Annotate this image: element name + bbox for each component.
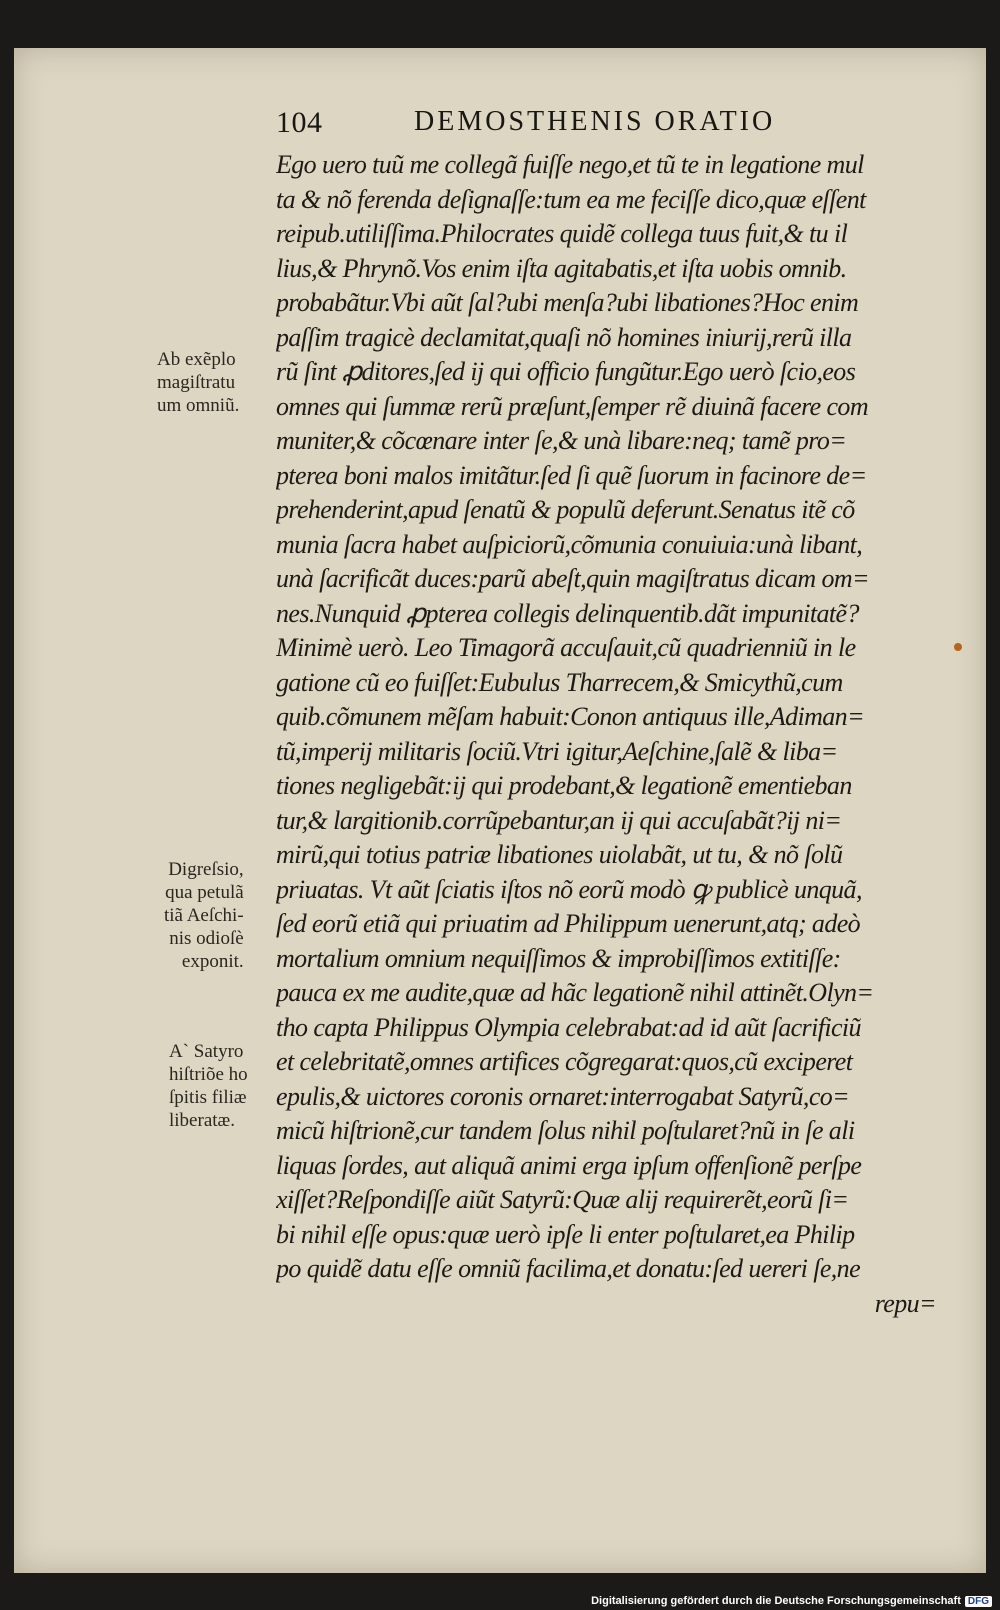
- text-line: Minimè uerò. Leo Timagorã accuſauit,cũ quadrienniũ in le: [276, 633, 856, 662]
- text-line: xiſſet?Reſpondiſſe aiũt Satyrũ:Quæ alij requirerẽt,eorũ ſi=: [276, 1185, 849, 1214]
- footer-text: Digitalisierung gefördert durch die Deutsche Forschungsgemeinschaft: [591, 1595, 961, 1607]
- margin-note-line: qua petulã: [165, 882, 244, 903]
- body-text: [276, 148, 936, 1321]
- text-line: mortalium omnium nequiſſimos & improbiſſimos extitiſſe:: [276, 943, 841, 973]
- ink-dot-mark: [954, 643, 962, 651]
- text-line: omnes qui ſummæ rerũ præſunt,ſemper rẽ diuinã facere com: [276, 391, 869, 421]
- book-page: [14, 48, 986, 1573]
- text-line: epulis,& uictores coronis ornaret:interrogabat Satyrũ,co=: [276, 1081, 850, 1111]
- text-line: bi nihil eſſe opus:quæ uerò ipſe li enter poſtularet,ea Philip: [276, 1219, 855, 1249]
- margin-note-line: exponit.: [181, 951, 244, 972]
- text-line: tiones negligebãt:ij qui prodebant,& legationẽ ementieban: [276, 771, 852, 800]
- text-line: Ego uero tuũ me collegã fuiſſe nego,et tũ te in legatione mul: [276, 150, 864, 179]
- text-line: reipub.utiliſſima.Philocrates quidẽ collega tuus fuit,& tu il: [276, 219, 848, 248]
- text-line: tur,& largitionib.corrũpebantur,an ij qui accuſabãt?ij ni=: [276, 805, 842, 835]
- margin-note-line: Ab exẽplo: [157, 349, 236, 370]
- text-line: micũ hiſtrionẽ,cur tandem ſolus nihil poſtularet?nũ in ſe ali: [276, 1116, 855, 1145]
- margin-note-exemplo: [157, 348, 239, 417]
- text-line: mirũ,qui totius patriæ libationes uiolabãt, ut tu, & nõ ſolũ: [276, 840, 843, 869]
- dfg-logo-icon: DFG: [965, 1596, 992, 1607]
- text-line: rũ ſint ꝓditores,ſed ij qui officio fungũtur.Ego uerò ſcio,eos: [276, 357, 856, 386]
- text-line: nes.Nunquid ꝓpterea collegis delinquentib.dãt impunitatẽ?: [276, 598, 859, 628]
- margin-note-digressio: [164, 858, 244, 973]
- margin-note-line: um omniũ.: [157, 395, 240, 416]
- margin-note-line: A` Satyro: [169, 1041, 244, 1062]
- margin-note-line: magiſtratu: [157, 372, 236, 393]
- margin-note-line: nis odioſè: [169, 928, 244, 949]
- margin-note-line: liberatæ.: [169, 1110, 235, 1131]
- text-line: tũ,imperij militaris ſociũ.Vtri igitur,Aeſchine,ſalẽ & liba=: [276, 736, 838, 766]
- text-line: prehenderint,apud ſenatũ & populũ deferunt.Senatus itẽ cõ: [276, 495, 855, 524]
- text-line: gatione cũ eo fuiſſet:Eubulus Tharrecem,& Smicythũ,cum: [276, 667, 843, 697]
- text-line: lius,& Phrynõ.Vos enim iſta agitabatis,et iſta uobis omnib.: [276, 253, 847, 283]
- text-line: pauca ex me audite,quæ ad hãc legationẽ nihil attinẽt.Olyn=: [276, 978, 874, 1007]
- text-line: munia ſacra habet auſpiciorũ,cõmunia conuiuia:unà libant,: [276, 529, 863, 559]
- text-line: paſſim tragicè declamitat,quaſi nõ homines iniurij,rerũ illa: [276, 322, 852, 352]
- text-line: pterea boni malos imitãtur.ſed ſi quẽ ſuorum in facinore de=: [276, 460, 867, 490]
- text-line: et celebritatẽ,omnes artifices cõgregarat:quos,cũ exciperet: [276, 1047, 853, 1076]
- catchword: repu=: [874, 1288, 936, 1318]
- text-line: ta & nõ ferenda deſignaſſe:tum ea me feciſſe dico,quæ eſſent: [276, 184, 866, 214]
- running-head: DEMOSTHENIS ORATIO: [414, 106, 776, 137]
- text-line: probabãtur.Vbi aũt ſal?ubi menſa?ubi libationes?Hoc enim: [276, 288, 859, 317]
- text-line: po quidẽ datu eſſe omniũ facilima,et donatu:ſed uereri ſe,ne: [276, 1254, 861, 1283]
- margin-note-line: tiã Aeſchi-: [164, 905, 244, 926]
- margin-note-line: ſpitis filiæ: [169, 1087, 247, 1108]
- margin-note-line: Digreſsio,: [168, 859, 244, 880]
- text-line: unà ſacrificãt duces:parũ abeſt,quin magiſtratus dicam om=: [276, 564, 869, 593]
- text-line: muniter,& cõcœnare inter ſe,& unà libare:neq; tamẽ pro=: [276, 426, 847, 455]
- text-line: priuatas. Vt aũt ſciatis iſtos nõ eorũ modò ꝙ publicè unquã,: [276, 874, 862, 904]
- text-line: ſed eorũ etiã qui priuatim ad Philippum uenerunt,atq; adeò: [276, 909, 861, 938]
- margin-note-line: hiſtriõe ho: [169, 1064, 248, 1085]
- text-line: quib.cõmunem mẽſam habuit:Conon antiquus ille,Adiman=: [276, 702, 865, 731]
- margin-note-satyro: [169, 1040, 248, 1132]
- digitization-footer: [591, 1595, 992, 1607]
- text-line: tho capta Philippus Olympia celebrabat:ad id aũt ſacrificiũ: [276, 1012, 861, 1042]
- text-line: liquas ſordes, aut aliquã animi erga ipſum offenſionẽ perſpe: [276, 1150, 862, 1180]
- page-number: 104: [276, 106, 323, 139]
